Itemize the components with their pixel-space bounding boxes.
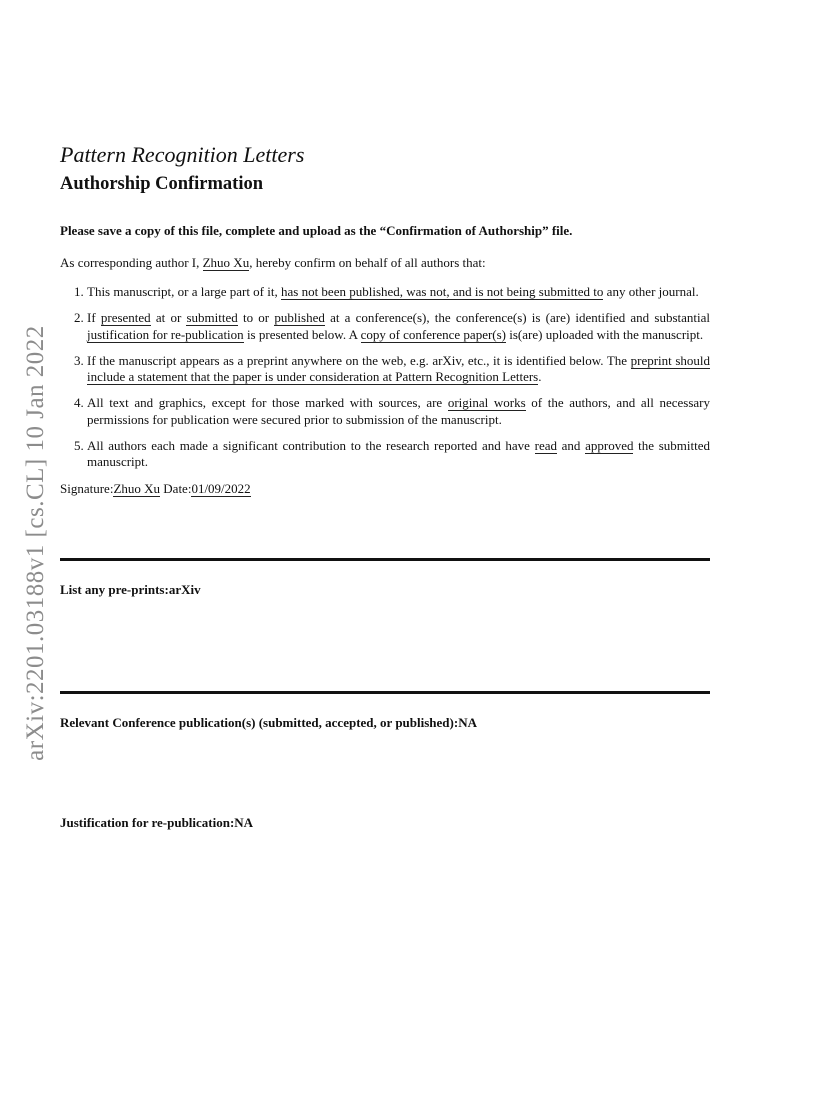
document-title: Authorship Confirmation bbox=[60, 174, 264, 194]
section-divider bbox=[60, 558, 710, 561]
author-name: Zhuo Xu bbox=[202, 255, 250, 270]
justification-value: NA bbox=[234, 815, 254, 830]
signature-value: Zhuo Xu bbox=[113, 481, 161, 497]
preprints-value: arXiv bbox=[168, 582, 201, 597]
confirmation-form bbox=[60, 140, 710, 498]
condition-item: 1. This manuscript, or a large part of it, has not been published, was not, and is not being submitted to any other journal. bbox=[87, 284, 710, 301]
conference-field: Relevant Conference publication(s) (submitted, accepted, or published):NA bbox=[60, 715, 477, 730]
condition-item: 3. If the manuscript appears as a preprint anywhere on the web, e.g. arXiv, etc., it is identified below. The preprint should include a statement that the paper is under consideration at Pattern Recognition Letters. bbox=[87, 353, 710, 386]
justification-field: Justification for re-publication:NA bbox=[60, 815, 254, 830]
journal-name: Pattern Recognition Letters bbox=[60, 142, 305, 167]
condition-item: 2. If presented at or submitted to or published at a conference(s), the conference(s) is (are) identified and substantial justification for re-publication is presented below. A copy of conference paper(s) is(are) uploaded with the manuscript. bbox=[87, 310, 710, 343]
intro-statement: As corresponding author I, Zhuo Xu, hereby confirm on behalf of all authors that: bbox=[60, 255, 486, 270]
upload-instruction: Please save a copy of this file, complete and upload as the “Confirmation of Authorship” file. bbox=[60, 223, 573, 238]
arxiv-side-stamp: arXiv:2201.03188v1 [cs.CL] 10 Jan 2022 bbox=[22, 325, 49, 761]
preprints-field: List any pre-prints:arXiv bbox=[60, 582, 201, 597]
section-divider bbox=[60, 691, 710, 694]
signature-line: Signature:Zhuo Xu Date:01/09/2022 bbox=[60, 481, 251, 497]
condition-item: 5. All authors each made a significant contribution to the research reported and have read and approved the submitted manuscript. bbox=[87, 438, 710, 471]
condition-list bbox=[60, 284, 710, 471]
date-value: 01/09/2022 bbox=[191, 481, 251, 497]
conference-value: NA bbox=[458, 715, 477, 730]
condition-item: 4. All text and graphics, except for those marked with sources, are original works of the authors, and all necessary permissions for publication were secured prior to submission of the manuscript. bbox=[87, 395, 710, 428]
